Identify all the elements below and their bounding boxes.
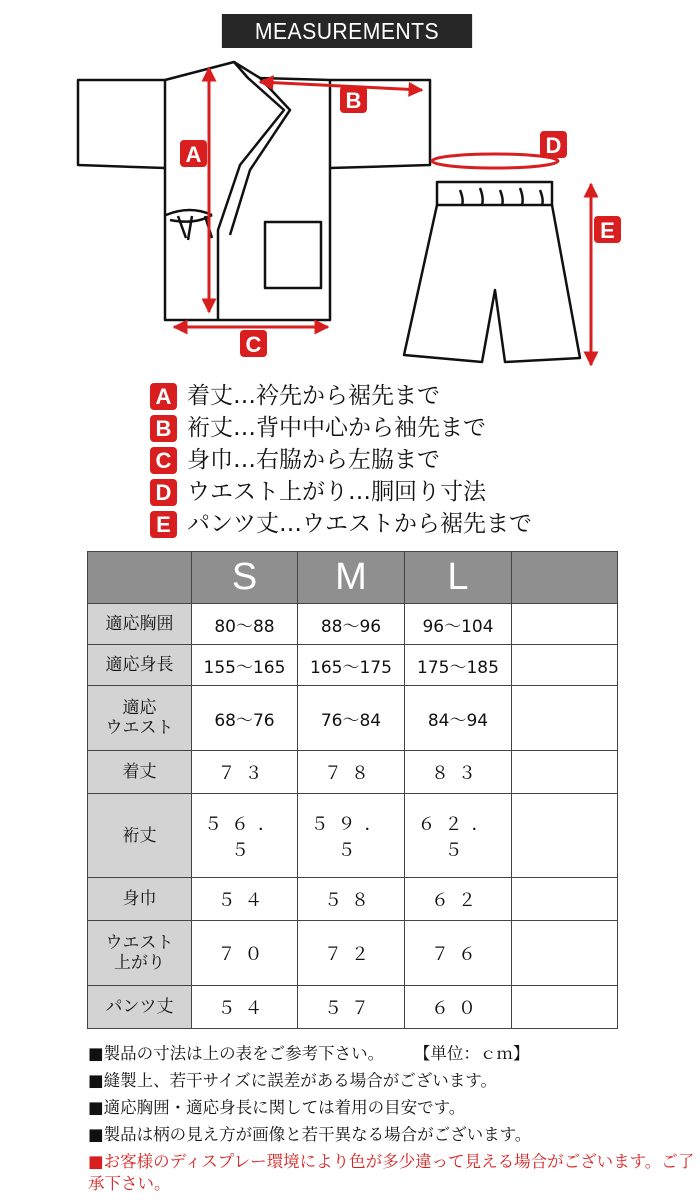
svg-text:E: E [600, 218, 615, 243]
legend-key-c: C [150, 447, 177, 474]
cell-m: ５９．５ [298, 794, 405, 878]
legend-text: 着丈…衿先から裾先まで [187, 383, 440, 409]
size-table [87, 551, 618, 1029]
label-b [340, 86, 367, 113]
cell-s: 155～165 [192, 645, 298, 686]
legend-item [150, 508, 690, 540]
svg-text:D: D [545, 133, 562, 158]
cell-l: 96～104 [405, 604, 512, 645]
cell-s: 68～76 [192, 686, 298, 751]
empty-cell [512, 604, 618, 645]
label-c [240, 330, 267, 357]
cell-l: ８３ [405, 751, 512, 794]
label-e [594, 216, 621, 243]
legend-item [150, 444, 690, 476]
table-row [88, 986, 618, 1029]
size-header-l: L [405, 552, 512, 604]
cell-s: ５４ [192, 986, 298, 1029]
row-label: 適応 ウエスト [88, 686, 192, 751]
cell-m: 76～84 [298, 686, 405, 751]
note-sewing-error: ■縫製上、若干サイズに誤差がある場合がございます。 [88, 1071, 497, 1090]
legend-key-a: A [150, 383, 177, 410]
empty-cell [512, 794, 618, 878]
row-label: 適応身長 [88, 645, 192, 686]
cell-m: ７８ [298, 751, 405, 794]
legend-item [150, 380, 690, 412]
cell-l: 84～94 [405, 686, 512, 751]
table-row [88, 794, 618, 878]
legend-item [150, 476, 690, 508]
jacket-outline [78, 62, 430, 320]
svg-text:B: B [345, 88, 362, 113]
cell-s: ７０ [192, 921, 298, 986]
cell-m: 165～175 [298, 645, 405, 686]
empty-cell [512, 986, 618, 1029]
legend-text: ウエスト上がり…胴回り寸法 [187, 479, 486, 505]
measurement-legend [150, 380, 690, 540]
empty-cell [512, 751, 618, 794]
svg-text:A: A [185, 142, 202, 167]
table-row [88, 751, 618, 794]
row-label: 着丈 [88, 751, 192, 794]
size-header-s: S [192, 552, 298, 604]
cell-s: ５６．５ [192, 794, 298, 878]
cell-m: 88～96 [298, 604, 405, 645]
cell-l: 175～185 [405, 645, 512, 686]
legend-text: 裄丈…背中中心から袖先まで [187, 415, 486, 441]
table-row [88, 878, 618, 921]
unit-label: 【単位：ｃｍ】 [422, 1044, 530, 1063]
cell-l: ６２．５ [405, 794, 512, 878]
corner-cell [88, 552, 192, 604]
row-label: 適応胸囲 [88, 604, 192, 645]
header-title: MEASUREMENTS [222, 14, 472, 48]
legend-key-b: B [150, 415, 177, 442]
pants-outline [404, 182, 580, 362]
row-label: 身巾 [88, 878, 192, 921]
cell-m: ５７ [298, 986, 405, 1029]
cell-m: ７２ [298, 921, 405, 986]
table-row [88, 921, 618, 986]
label-a [180, 140, 207, 167]
legend-item [150, 412, 690, 444]
notes [88, 1040, 698, 1195]
legend-key-d: D [150, 479, 177, 506]
label-d [540, 131, 567, 158]
empty-cell [512, 645, 618, 686]
empty-cell [512, 686, 618, 751]
table-row [88, 686, 618, 751]
table-row [88, 604, 618, 645]
svg-text:C: C [245, 332, 262, 357]
legend-text: パンツ丈…ウエストから裾先まで [187, 511, 532, 537]
empty-cell [512, 921, 618, 986]
cell-l: ６０ [405, 986, 512, 1029]
note-pattern: ■製品は柄の見え方が画像と若干異なる場合がございます。 [88, 1125, 532, 1144]
note-display-color: ■お客様のディスプレー環境により色が多少違って見える場合がございます。ご了承下さい。 [88, 1152, 695, 1193]
legend-key-e: E [150, 511, 177, 538]
cell-l: ６２ [405, 878, 512, 921]
note-reference: ■製品の寸法は上の表をご参考下さい。 【単位：ｃｍ】 [88, 1044, 530, 1063]
row-label: パンツ丈 [88, 986, 192, 1029]
legend-text: 身巾…右脇から左脇まで [187, 447, 440, 473]
cell-l: ７６ [405, 921, 512, 986]
garment-diagram [0, 55, 700, 375]
cell-m: ５８ [298, 878, 405, 921]
table-row [88, 645, 618, 686]
cell-s: ５４ [192, 878, 298, 921]
row-label: ウエスト 上がり [88, 921, 192, 986]
cell-s: 80～88 [192, 604, 298, 645]
empty-cell [512, 878, 618, 921]
size-header-row [88, 552, 618, 604]
cell-s: ７３ [192, 751, 298, 794]
row-label: 裄丈 [88, 794, 192, 878]
size-header-m: M [298, 552, 405, 604]
note-fit-guide: ■適応胸囲・適応身長に関しては着用の目安です。 [88, 1098, 466, 1117]
empty-header-cell [512, 552, 618, 604]
